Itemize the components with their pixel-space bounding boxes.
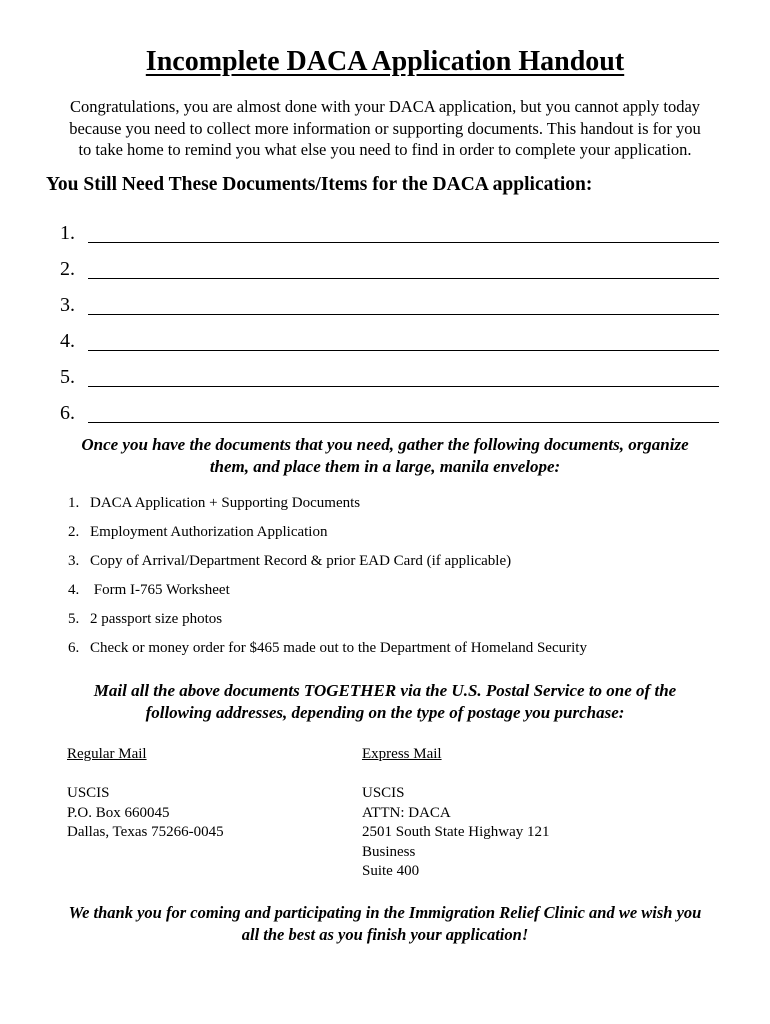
document-number: 3. [68, 553, 80, 569]
document-list-item [68, 522, 587, 551]
blank-item-number: 2. [60, 258, 75, 280]
document-text: Copy of Arrival/Department Record & prior EAD Card (if applicable) [90, 553, 512, 569]
document-list-item [68, 493, 587, 522]
intro-line-1: Congratulations, you are almost done with your DACA application, but you cannot apply today [69, 97, 701, 116]
document-list [68, 493, 587, 667]
document-text: Employment Authorization Application [90, 524, 328, 540]
blank-item[interactable] [60, 326, 720, 362]
intro-paragraph [30, 96, 740, 161]
document-text: Check or money order for $465 made out to the Department of Homeland Security [90, 640, 587, 656]
address-line: Suite 400 [362, 863, 420, 880]
document-list-item [68, 609, 587, 638]
address-line: P.O. Box 660045 [67, 804, 170, 821]
address-line: USCIS [67, 785, 110, 802]
thank-you-line-2: all the best as you finish your application! [241, 925, 529, 944]
blank-line[interactable] [88, 314, 719, 315]
blank-item-number: 6. [60, 402, 75, 424]
blank-item-number: 3. [60, 294, 75, 316]
document-number: 2. [68, 524, 80, 540]
intro-line-2: because you need to collect more information or supporting documents. This handout is for you [69, 118, 701, 138]
document-number: 5. [68, 611, 80, 627]
gather-instructions-line-1: Once you have the documents that you need, gather the following documents, organize [81, 435, 689, 454]
document-number: 6. [68, 640, 80, 656]
gather-instructions-line-2: them, and place them in a large, manila envelope: [209, 457, 561, 476]
blank-line[interactable] [88, 386, 719, 387]
thank-you-note [30, 902, 740, 946]
intro-line-3: to take home to remind you what else you need to find in order to complete your application. [78, 140, 692, 159]
address-line: 2501 South State Highway 121 [362, 824, 550, 841]
express-mail-address [362, 745, 550, 881]
gather-instructions [30, 434, 740, 478]
mail-instructions-line-1: Mail all the above documents TOGETHER via the U.S. Postal Service to one of the [93, 681, 677, 700]
regular-mail-address [67, 745, 224, 843]
still-need-heading: You Still Need These Documents/Items for the DACA application: [46, 174, 593, 195]
express-mail-heading: Express Mail [362, 746, 442, 762]
document-number: 4. [68, 582, 80, 598]
address-line: Dallas, Texas 75266-0045 [67, 824, 224, 841]
document-list-item [68, 638, 587, 667]
document-text: Form I-765 Worksheet [90, 582, 230, 598]
document-list-item [68, 580, 587, 609]
mail-instructions [30, 680, 740, 724]
mail-instructions-line-2: following addresses, depending on the type of postage you purchase: [145, 703, 625, 722]
thank-you-line-1: We thank you for coming and participating in the Immigration Relief Clinic and we wish you [68, 903, 702, 922]
blank-item[interactable] [60, 398, 720, 434]
page-title: Incomplete DACA Application Handout [145, 46, 625, 77]
regular-mail-heading: Regular Mail [67, 746, 147, 762]
blank-line[interactable] [88, 350, 719, 351]
document-list-item [68, 551, 587, 580]
blank-item-number: 1. [60, 222, 75, 244]
document-text: 2 passport size photos [90, 611, 223, 627]
address-line: Business [362, 843, 416, 860]
blank-item[interactable] [60, 290, 720, 326]
blank-item-number: 4. [60, 330, 75, 352]
blank-item-list [60, 218, 720, 434]
blank-line[interactable] [88, 422, 719, 423]
address-line: ATTN: DACA [362, 804, 451, 821]
document-text: DACA Application + Supporting Documents [90, 495, 361, 511]
blank-item[interactable] [60, 254, 720, 290]
blank-line[interactable] [88, 242, 719, 243]
document-number: 1. [68, 495, 80, 511]
blank-line[interactable] [88, 278, 719, 279]
blank-item-number: 5. [60, 366, 75, 388]
address-line: USCIS [362, 785, 405, 802]
blank-item[interactable] [60, 218, 720, 254]
blank-item[interactable] [60, 362, 720, 398]
